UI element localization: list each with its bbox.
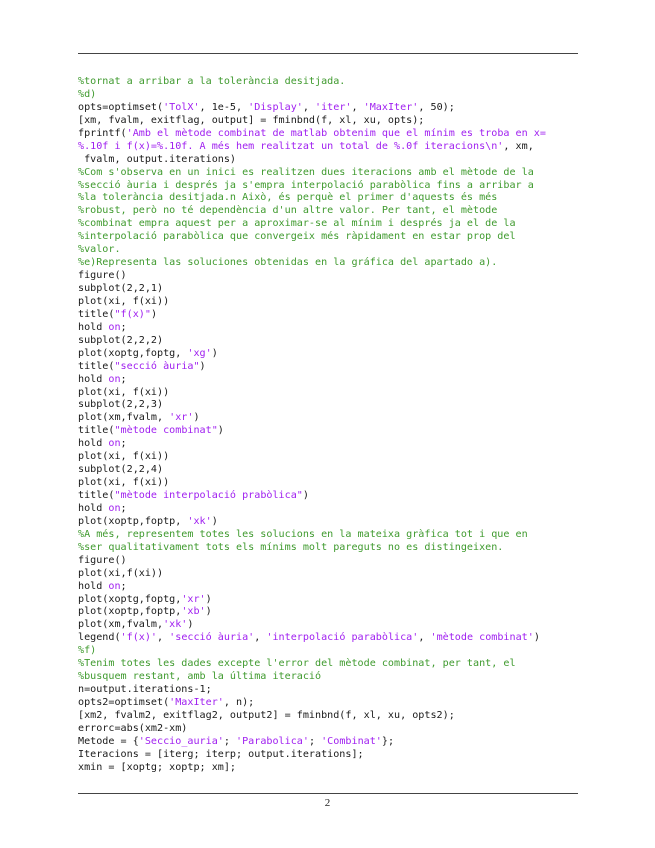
code-text: ) [199,360,206,372]
code-line [78,244,578,257]
code-line [78,581,578,594]
code-text: plot(xoptp,foptp, [78,515,188,527]
code-text: ; [120,373,127,385]
code-line [78,425,578,438]
code-text: , 50); [418,101,455,113]
code-text: , [302,101,316,113]
code-line [78,645,578,658]
code-line [78,257,578,270]
code-keyword: on [108,502,121,514]
code-line [78,296,578,309]
code-comment: %A més, representem totes les solucions en la mateixa gràfica tot i que en [78,528,528,540]
code-text: plot(xoptg,foptg, [78,593,182,605]
code-comment: %combinat empra aquest per a aproximar-se al mínim i després ja el de la [78,218,516,230]
code-text: figure() [78,270,127,282]
page-number: 2 [324,797,331,809]
code-text: }; [381,735,395,747]
code-text: subplot(2,2,3) [78,399,164,411]
code-string: 'f(x)' [120,632,158,644]
code-text: xmin = [xoptg; xoptp; xm]; [78,761,237,773]
code-comment: %Com s'observa en un inici es realitzen dues iteracions amb el mètode de la [78,166,534,178]
code-text: plot(xm,fvalm, [78,619,164,631]
code-text: title( [78,490,115,501]
code-line [78,477,578,490]
code-text: ; [120,580,127,592]
code-string: 'Seccio_auria' [138,735,224,747]
code-comment: %interpolació parabòlica que convergeix més ràpidament en estar prop del [78,231,516,243]
code-text: figure() [78,554,127,566]
code-string: 'secció àuria' [169,632,255,644]
code-text: , 1e-5, [199,101,249,113]
code-string: %.10f i f(x)=%.10f. A més hem realitzat un total de %.0f iteracions\n' [78,140,504,152]
code-line [78,231,578,244]
code-line [78,205,578,218]
code-text: n=output.iterations-1; [78,684,212,696]
code-line [78,438,578,451]
code-text: ) [217,425,224,437]
code-text: plot(xm,fvalm, [78,412,170,424]
code-text: legend( [78,632,121,644]
code-line [78,102,578,115]
code-line [78,283,578,296]
code-line [78,762,578,775]
code-line [78,374,578,387]
code-comment: %busquem restant, amb la última iteració [78,671,322,683]
code-string: 'xb' [181,606,206,618]
code-string: 'iter' [315,101,352,113]
code-text: Metode = { [78,735,139,747]
code-line [78,322,578,335]
code-text: hold [78,438,109,450]
code-string: "f(x)" [114,308,151,320]
code-text: title( [78,308,115,320]
code-text: errorc=abs(xm2-xm) [78,722,188,734]
code-string: 'mètode combinat' [430,632,534,644]
code-text: [xm, fvalm, exitflag, output] = fminbnd(f, xl, xu, opts); [78,114,425,126]
code-line [78,270,578,283]
code-text: hold [78,502,109,514]
code-text: , [157,632,170,644]
code-line [78,632,578,645]
code-line [78,141,578,154]
code-line [78,736,578,749]
code-line [78,671,578,684]
code-line [78,89,578,102]
code-comment: %tornat a arribar a la tolerància desitjada. [78,76,346,87]
code-text: , [418,632,431,644]
code-text: ) [302,490,309,501]
code-comment: %ser qualitativament tots els mínims molt pareguts no es distingeixen. [78,541,504,553]
code-text: , [254,632,267,644]
code-text: ) [193,412,200,424]
code-text: , n); [223,697,255,708]
code-line [78,723,578,736]
code-text: title( [78,360,115,372]
code-line [78,361,578,374]
code-comment: %f) [78,645,97,657]
header-rule [78,53,578,54]
code-line [78,684,578,697]
code-text: ; [120,438,127,450]
code-line [78,451,578,464]
code-string: 'Display' [248,101,303,113]
code-line [78,154,578,167]
code-text: title( [78,425,115,437]
code-text: plot(xi, f(xi)) [78,451,170,463]
code-text: subplot(2,2,2) [78,334,164,346]
code-text: subplot(2,2,4) [78,464,164,476]
code-string: 'MaxIter' [169,697,224,708]
code-line [78,490,578,503]
code-string: 'TolX' [163,101,200,113]
code-keyword: on [108,438,121,450]
code-string: 'xk' [163,619,188,631]
code-comment: %robust, però no té dependència d'un altre valor. Per tant, el mètode [78,205,498,217]
code-text: ; [223,735,237,747]
code-text: plot(xi, f(xi)) [78,477,170,489]
code-line [78,710,578,723]
code-text: ) [187,619,194,631]
code-line [78,412,578,425]
code-string: "secció àuria" [114,360,200,372]
code-comment: %valor. [78,244,121,256]
code-line [78,503,578,516]
code-text: plot(xi, f(xi)) [78,386,170,398]
code-comment: %secció àuria i després ja s'empra interpolació parabòlica fins a arribar a [78,179,534,191]
code-text: fvalm, output.iterations) [78,153,237,165]
code-string: "mètode combinat" [114,425,218,437]
code-text: , [351,101,364,113]
code-text: , xm, [503,140,534,152]
code-line [78,555,578,568]
code-keyword: on [108,373,121,385]
code-line [78,464,578,477]
code-comment: %d) [78,88,97,100]
code-string: 'Combinat' [321,735,382,747]
code-text: ) [205,593,212,605]
code-string: 'MaxIter' [363,101,419,113]
code-text: plot(xoptg,foptg, [78,347,188,359]
code-string: 'xg' [187,347,212,359]
code-text: opts2=optimset( [78,697,170,708]
code-string: 'xr' [169,412,194,424]
code-text: ) [150,308,158,320]
code-string: 'xk' [187,515,212,527]
code-text: ) [211,515,218,527]
code-text: Iteracions = [iterg; iterp; output.iterations]; [78,748,364,760]
code-line [78,115,578,128]
code-line [78,387,578,400]
code-string: 'Amb el mètode combinat de matlab obtenim que el mínim es troba en x= [126,127,546,139]
code-text: hold [78,580,109,592]
code-line [78,568,578,581]
code-text: subplot(2,2,1) [78,283,164,294]
code-text: fprintf( [78,127,127,139]
code-text: hold [78,321,109,333]
code-listing [78,76,578,775]
code-line [78,606,578,619]
code-line [78,658,578,671]
code-comment: %e)Representa las soluciones obtenidas en la gráfica del apartado a). [78,257,498,269]
code-text: ; [308,735,322,747]
code-text: hold [78,373,109,385]
code-keyword: on [108,321,121,333]
code-keyword: on [108,580,121,592]
code-text: ; [120,321,127,333]
code-line [78,76,578,89]
code-text: [xm2, fvalm2, exitflag2, output2] = fminbnd(f, xl, xu, opts2); [78,709,455,721]
code-comment: %la tolerància desitjada.n Això, és perquè el primer d'aquests és més [78,192,498,204]
code-text: ) [533,632,540,644]
code-string: 'Parabolica' [236,735,309,747]
code-line [78,192,578,205]
code-line [78,619,578,632]
code-text: plot(xoptp,foptp, [78,606,182,618]
code-line [78,542,578,555]
code-comment: %Tenim totes les dades excepte l'error del mètode combinat, per tant, el [78,658,516,670]
code-line [78,309,578,322]
code-string: 'interpolació parabòlica' [266,632,419,644]
code-string: "mètode interpolació prabòlica" [114,490,303,501]
code-line [78,128,578,141]
code-line [78,335,578,348]
code-line [78,348,578,361]
code-line [78,697,578,710]
code-string: 'xr' [181,593,206,605]
code-text: ) [211,347,218,359]
code-line [78,399,578,412]
code-text: ) [205,606,212,618]
footer-rule [78,793,578,794]
code-line [78,167,578,180]
code-line [78,594,578,607]
code-text: plot(xi,f(xi)) [78,567,164,579]
code-text: opts=optimset( [78,101,164,113]
code-line [78,516,578,529]
code-text: plot(xi, f(xi)) [78,295,170,307]
code-line [78,529,578,542]
code-line [78,749,578,762]
code-text: ; [120,502,127,514]
code-line [78,180,578,193]
code-line [78,218,578,231]
